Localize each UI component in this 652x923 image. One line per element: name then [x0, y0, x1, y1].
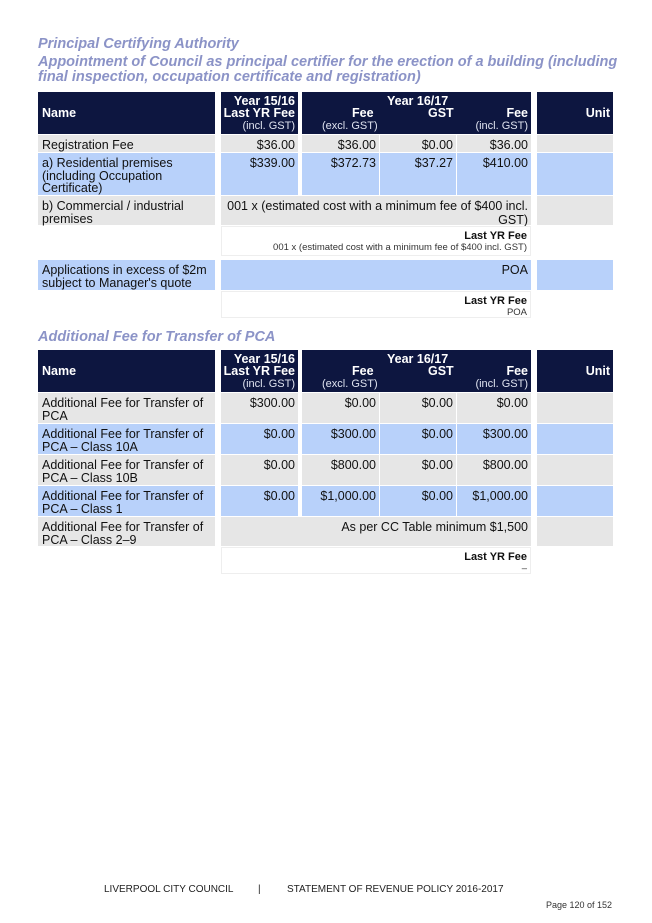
header-label: GST: [428, 106, 454, 120]
unit-cell: [537, 153, 613, 195]
header-label: (excl. GST): [322, 120, 378, 132]
header-label: Unit: [585, 106, 610, 120]
header-label: Year 16/17: [387, 352, 449, 366]
column-header-year-16-17: [302, 350, 531, 392]
last-yr-fee-cell: $36.00: [221, 135, 298, 152]
table-row-name: Additional Fee for Transfer of PCA – Class 2–9: [38, 517, 215, 546]
last-yr-fee-note: [221, 547, 531, 574]
fee-incl-cell: $800.00: [457, 455, 531, 485]
header-label: (incl. GST): [475, 120, 528, 132]
fee-formula-cell: 001 x (estimated cost with a minimum fee of $400 incl. GST): [221, 196, 531, 225]
note-value: POA: [506, 307, 527, 318]
gst-cell: $37.27: [380, 153, 456, 195]
header-label: Fee: [352, 106, 374, 120]
unit-cell: [537, 135, 613, 152]
header-label: Year 15/16: [233, 94, 295, 108]
section-title: Additional Fee for Transfer of PCA: [38, 329, 276, 345]
header-label: Year 15/16: [233, 352, 295, 366]
column-header-name: [38, 350, 215, 392]
footer-organisation: LIVERPOOL CITY COUNCIL: [104, 884, 234, 895]
last-yr-fee-cell: $0.00: [221, 455, 298, 485]
header-label: Last YR Fee: [223, 106, 295, 120]
section-title: Principal Certifying Authority: [38, 36, 239, 52]
table-row-name: a) Residential premises (including Occupation Certificate): [38, 153, 215, 195]
last-yr-fee-note: [221, 291, 531, 318]
header-label: Year 16/17: [387, 94, 449, 108]
fee-incl-cell: $300.00: [457, 424, 531, 454]
note-title: Last YR Fee: [464, 230, 527, 242]
column-header-unit: [537, 350, 613, 392]
header-label: Fee: [506, 106, 528, 120]
header-label: Fee: [352, 364, 374, 378]
table-row-name: Additional Fee for Transfer of PCA – Class 1: [38, 486, 215, 516]
header-label: Name: [42, 106, 77, 120]
fee-excl-cell: $800.00: [302, 455, 379, 485]
section-subtitle: Appointment of Council as principal certifier for the erection of a building (including final inspection, occupation certificate and registration): [38, 54, 618, 85]
table-row-name: Additional Fee for Transfer of PCA: [38, 393, 215, 423]
fee-excl-cell: $36.00: [302, 135, 379, 152]
column-header-name: [38, 92, 215, 134]
unit-cell: [537, 486, 613, 516]
footer-separator: |: [258, 884, 261, 895]
column-header-unit: [537, 92, 613, 134]
header-label: (excl. GST): [322, 378, 378, 390]
gst-cell: $0.00: [380, 424, 456, 454]
header-label: GST: [428, 364, 454, 378]
table-row-name: Registration Fee: [38, 135, 215, 152]
column-header-last-yr: [221, 350, 298, 392]
header-label: Last YR Fee: [223, 364, 295, 378]
header-label: (incl. GST): [475, 378, 528, 390]
fee-formula-cell: POA: [221, 260, 531, 290]
last-yr-fee-cell: $339.00: [221, 153, 298, 195]
unit-cell: [537, 393, 613, 423]
header-label: Unit: [585, 364, 610, 378]
gst-cell: $0.00: [380, 393, 456, 423]
gst-cell: $0.00: [380, 455, 456, 485]
last-yr-fee-cell: $0.00: [221, 486, 298, 516]
table-row-name: Applications in excess of $2m subject to Manager's quote: [38, 260, 215, 290]
unit-cell: [537, 424, 613, 454]
column-header-last-yr: [221, 92, 298, 134]
fee-excl-cell: $0.00: [302, 393, 379, 423]
footer-document-title: STATEMENT OF REVENUE POLICY 2016-2017: [287, 884, 504, 895]
table-row-name: Additional Fee for Transfer of PCA – Class 10B: [38, 455, 215, 485]
fee-excl-cell: $300.00: [302, 424, 379, 454]
fee-excl-cell: $1,000.00: [302, 486, 379, 516]
last-yr-fee-note: [221, 226, 531, 256]
table-row-name: Additional Fee for Transfer of PCA – Class 10A: [38, 424, 215, 454]
unit-cell: [537, 196, 613, 225]
fee-incl-cell: $1,000.00: [457, 486, 531, 516]
header-label: (incl. GST): [242, 120, 295, 132]
note-value: –: [521, 563, 527, 574]
last-yr-fee-cell: $300.00: [221, 393, 298, 423]
fee-incl-cell: $36.00: [457, 135, 531, 152]
fee-excl-cell: $372.73: [302, 153, 379, 195]
unit-cell: [537, 260, 613, 290]
page-number: Page 120 of 152: [545, 900, 612, 910]
gst-cell: $0.00: [380, 486, 456, 516]
header-label: (incl. GST): [242, 378, 295, 390]
unit-cell: [537, 455, 613, 485]
fee-incl-cell: $0.00: [457, 393, 531, 423]
note-title: Last YR Fee: [464, 295, 527, 307]
column-header-year-16-17: [302, 92, 531, 134]
gst-cell: $0.00: [380, 135, 456, 152]
fee-incl-cell: $410.00: [457, 153, 531, 195]
table-row-name: b) Commercial / industrial premises: [38, 196, 215, 225]
header-label: Name: [42, 364, 77, 378]
note-value: 001 x (estimated cost with a minimum fee of $400 incl. GST): [273, 242, 527, 253]
header-label: Fee: [506, 364, 528, 378]
fee-formula-cell: As per CC Table minimum $1,500: [221, 517, 531, 546]
note-title: Last YR Fee: [464, 551, 527, 563]
unit-cell: [537, 517, 613, 546]
last-yr-fee-cell: $0.00: [221, 424, 298, 454]
